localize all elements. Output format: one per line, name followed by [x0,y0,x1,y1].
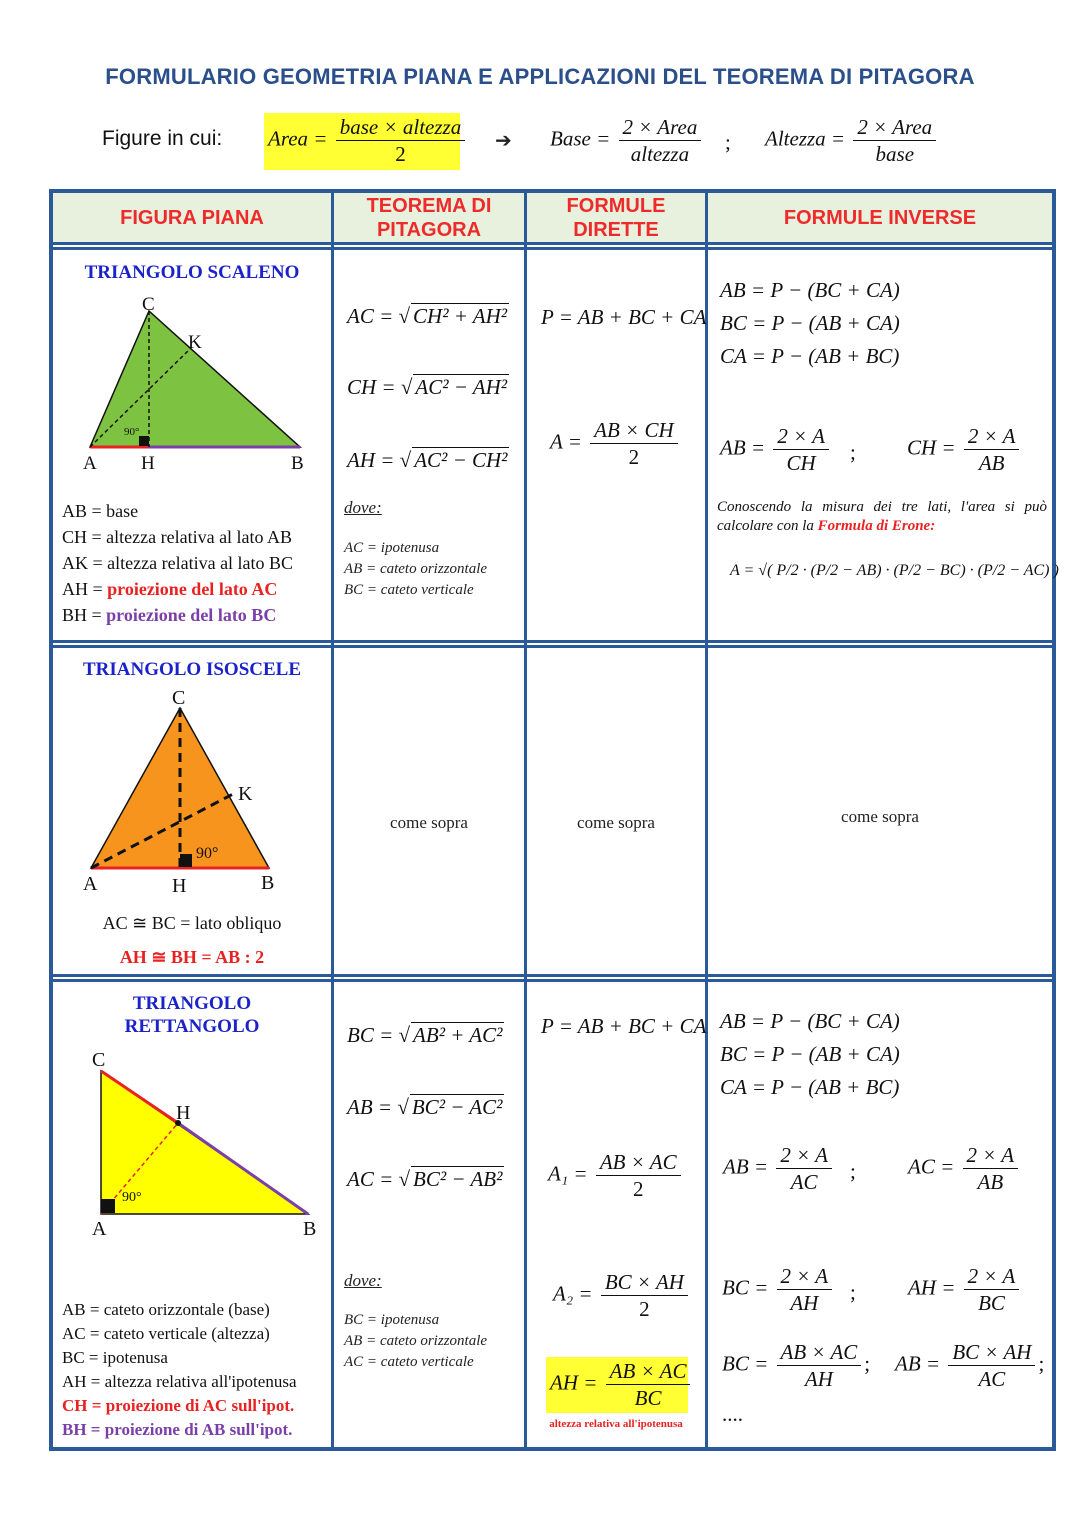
inverse-formula [908,1143,1021,1194]
vertex-c-label: C [92,1049,106,1071]
intro-label: Figure in cui: [102,127,223,150]
inverse-separator: ; [1038,1351,1045,1376]
legend-line [62,602,293,628]
perimeter-formula: P = AB + BC + CA [541,305,707,329]
area-num: base × altezza [336,115,466,141]
inv-lhs: AB = [720,435,766,460]
vertex-b-label: B [291,453,304,474]
a2-lhs: A₂ = [553,1281,593,1306]
pit-lhs: AH = [347,448,395,472]
scaleno-diagram [70,290,330,480]
inverse-separator: ; [850,1280,856,1304]
inv-lhs: AB = [723,1154,769,1179]
inv-den: CH [786,451,816,476]
inverse-formula: BC = P − (AB + CA) [720,1042,900,1066]
right-angle-marker [101,1199,115,1213]
a1-den: 2 [632,1177,644,1202]
ah-den: BC [634,1386,662,1411]
pitagora-formula: BC = √ AB² + AC² [347,1023,503,1047]
legend-line: BC = ipotenusa [62,1348,168,1367]
point-k-label: K [238,783,253,805]
inverse-formula [723,1143,835,1194]
isoscele-legend-1: AC ≅ BC = lato obliquo [102,913,282,933]
inv-num: BC × AH [948,1340,1035,1366]
inverse-formula [908,1264,1022,1315]
rettangolo-title [53,992,331,1038]
area1-formula [548,1150,684,1201]
erone-description [717,498,1047,536]
come-sopra-inverse: come sopra [841,807,919,826]
erone-name: Formula di Erone: [817,518,936,534]
right-angle-marker [139,436,149,446]
erone-text: Conoscendo la misura dei tre lati, l'area si può calcolare con la [717,499,1047,534]
vertex-c-label: C [142,294,155,315]
legend-bh-post: proiezione del lato BC [106,605,277,625]
dove-item: AC = ipotenusa [344,540,440,556]
isoscele-title: TRIANGOLO ISOSCELE [82,659,302,680]
alt-num: 2 × Area [853,115,936,141]
vertex-a-label: A [83,873,98,895]
inv-lhs: CH = [907,435,956,460]
legend-ah-post: proiezione del lato AC [107,579,278,599]
legend-line: AB = base [62,501,139,521]
erone-formula: A = √( P/2 · (P/2 − AB) · (P/2 − BC) · (P/2 − AC) ) [730,562,1059,579]
pit-radicand: AC² − CH² [414,448,508,472]
dove-item: BC = cateto verticale [344,582,474,598]
a1-num: AB × AC [596,1150,681,1176]
vertex-b-label: B [261,872,275,894]
base-formula [550,115,704,166]
base-lhs: Base = [550,126,611,151]
dove-item: AB = cateto orizzontale [344,561,488,577]
vertex-c-label: C [172,687,186,709]
isoscele-legend-2: AH ≅ BH = AB : 2 [119,947,265,967]
ellipsis: .... [722,1402,743,1426]
inverse-ch-formula [907,424,1022,475]
legend-line [62,576,293,602]
arrow-icon: ➔ [495,128,512,152]
dove-label: dove: [344,498,382,517]
pit-lhs: AC = [347,1167,394,1191]
header-figura: FIGURA PIANA [120,207,264,229]
right-angle-marker [180,854,192,867]
legend-ch-post: proiezione di AC sull'ipot. [105,1396,295,1415]
legend-bh-pre: BH = [62,1420,105,1439]
inv-lhs: BC = [722,1275,769,1300]
scaleno-title: TRIANGOLO SCALENO [84,262,300,283]
header-pitagora-2: PITAGORA [376,219,482,241]
pitagora-formula: AB = √ BC² − AC² [347,1095,503,1119]
inverse-formula: BC = P − (AB + CA) [720,311,900,335]
legend-line: AK = altezza relativa al lato BC [62,553,294,573]
inv-num: 2 × A [777,1264,833,1290]
inverse-formula: CA = P − (AB + BC) [720,344,900,368]
legend-line: AB = cateto orizzontale (base) [62,1300,270,1319]
vertex-a-label: A [83,453,97,474]
legend-line: CH = altezza relativa al lato AB [62,527,293,547]
inv-num: 2 × A [773,424,829,450]
isoscele-angle-label: 90° [196,845,219,862]
pitagora-formula: AC = √ BC² − AB² [347,1167,503,1191]
legend-line: AC = cateto verticale (altezza) [62,1324,270,1343]
legend-line [62,1394,297,1418]
come-sopra-dirette: come sopra [577,813,655,832]
header-pitagora [334,193,524,243]
pitagora-formula: AC = √ CH² + AH² [347,304,508,328]
row-divider [49,242,1056,250]
scaleno-legend [62,498,293,628]
area2-formula [553,1270,691,1321]
a2-den: 2 [639,1297,650,1322]
point-h-label: H [176,1102,191,1124]
isoscele-diagram [70,682,330,897]
header-pitagora-1: TEOREMA DI [366,195,492,217]
rettangolo-angle-label: 90° [122,1190,142,1205]
vertex-b-label: B [303,1218,317,1240]
inverse-perimeter-list [720,1005,900,1104]
inverse-formula: CA = P − (AB + BC) [720,1075,900,1099]
alt-lhs: Altezza = [765,126,846,151]
inv-den: AC [790,1170,818,1195]
inverse-formula [895,1340,1044,1391]
pit-lhs: CH = [347,375,396,399]
intro-separator: ; [725,130,731,154]
inv-den: AC [978,1367,1006,1392]
area-lhs: Area = [268,126,328,151]
ah-formula [550,1359,693,1410]
inverse-formula: AB = P − (BC + CA) [720,278,900,302]
inv-den: AH [790,1291,819,1316]
inv-den: AB [977,1170,1004,1195]
inv-lhs: AC = [908,1154,955,1179]
dove-item: AB = cateto orizzontale [344,1333,488,1349]
a1-lhs: A₁ = [548,1161,588,1186]
ah-lhs: AH = [550,1370,598,1395]
inv-num: 2 × A [964,424,1020,450]
inv-den: BC [978,1291,1005,1316]
header-dirette [527,193,705,243]
inv-num: 2 × A [964,1264,1020,1290]
area-direct-formula [550,418,681,469]
point-h-label: H [141,453,155,474]
inverse-ab-formula [720,424,832,475]
legend-bh-pre: BH = [62,605,107,625]
alt-den: base [875,142,915,167]
inv-num: AB × AC [777,1340,862,1366]
pit-lhs: AC = [347,304,394,328]
area-formula [268,115,468,166]
inv-den: AB [978,451,1005,476]
pit-lhs: BC = [347,1023,394,1047]
inv-num: 2 × A [776,1143,832,1169]
dove-list [344,538,487,601]
legend-ah-pre: AH = [62,579,108,599]
perimeter-formula: P = AB + BC + CA [541,1014,707,1038]
ah-num: AB × AC [606,1359,691,1385]
base-num: 2 × Area [619,115,702,141]
rettangolo-title-1: TRIANGOLO [132,993,252,1014]
pit-radicand: AB² + AC² [413,1023,503,1047]
pitagora-formula: AH = √ AC² − CH² [347,448,508,472]
rettangolo-legend [62,1298,297,1442]
ah-note: altezza relativa all'ipotenusa [549,1418,683,1430]
dove-label: dove: [344,1271,382,1290]
pit-radicand: CH² + AH² [413,304,508,328]
pit-radicand: AC² − AH² [415,375,508,399]
rettangolo-diagram [70,1045,330,1245]
rettangolo-title-2: RETTANGOLO [124,1016,260,1037]
legend-ch-pre: CH = [62,1396,106,1415]
area-lhs: A = [550,429,582,454]
inverse-perimeter-list [720,274,900,373]
inv-lhs: AB = [895,1351,941,1376]
come-sopra-pitagora: come sopra [390,813,468,832]
pit-radicand: BC² − AB² [413,1167,503,1191]
legend-bh-post: proiezione di AB sull'ipot. [104,1420,293,1439]
vertex-a-label: A [92,1218,107,1240]
point-k-label: K [188,332,202,353]
inverse-formula: AB = P − (BC + CA) [720,1009,900,1033]
header-dirette-2: DIRETTE [573,219,659,241]
inverse-separator: ; [850,1159,856,1183]
inv-lhs: BC = [722,1351,769,1376]
pit-lhs: AB = [347,1095,393,1119]
altezza-formula [765,115,939,166]
area-num: AB × CH [590,418,678,444]
header-dirette-1: FORMULE [566,195,666,217]
area-den: 2 [628,445,640,470]
pit-radicand: BC² − AC² [411,1095,503,1119]
inverse-separator: ; [850,440,856,464]
header-inverse: FORMULE INVERSE [783,207,977,229]
point-h-label: H [172,875,187,897]
legend-line: AH = altezza relativa all'ipotenusa [62,1372,297,1391]
scaleno-angle-label: 90° [124,426,140,438]
page-title: FORMULARIO GEOMETRIA PIANA E APPLICAZIONI DEL TEOREMA DI PITAGORA [105,64,975,89]
base-den: altezza [630,142,690,167]
inv-num: 2 × A [963,1143,1019,1169]
pitagora-formula: CH = √ AC² − AH² [347,375,508,399]
inv-den: AH [804,1367,833,1392]
dove-item: BC = ipotenusa [344,1312,440,1328]
a2-num: BC × AH [601,1270,688,1296]
area-den: 2 [395,142,406,167]
dove-item: AC = cateto verticale [344,1354,474,1370]
inverse-separator: ; [864,1351,871,1376]
dove-list [344,1310,487,1373]
inv-lhs: AH = [908,1275,956,1300]
row-divider [49,974,1056,982]
legend-line [62,1418,297,1442]
inverse-formula [722,1340,870,1391]
inverse-formula [722,1264,835,1315]
row-divider [49,640,1056,648]
